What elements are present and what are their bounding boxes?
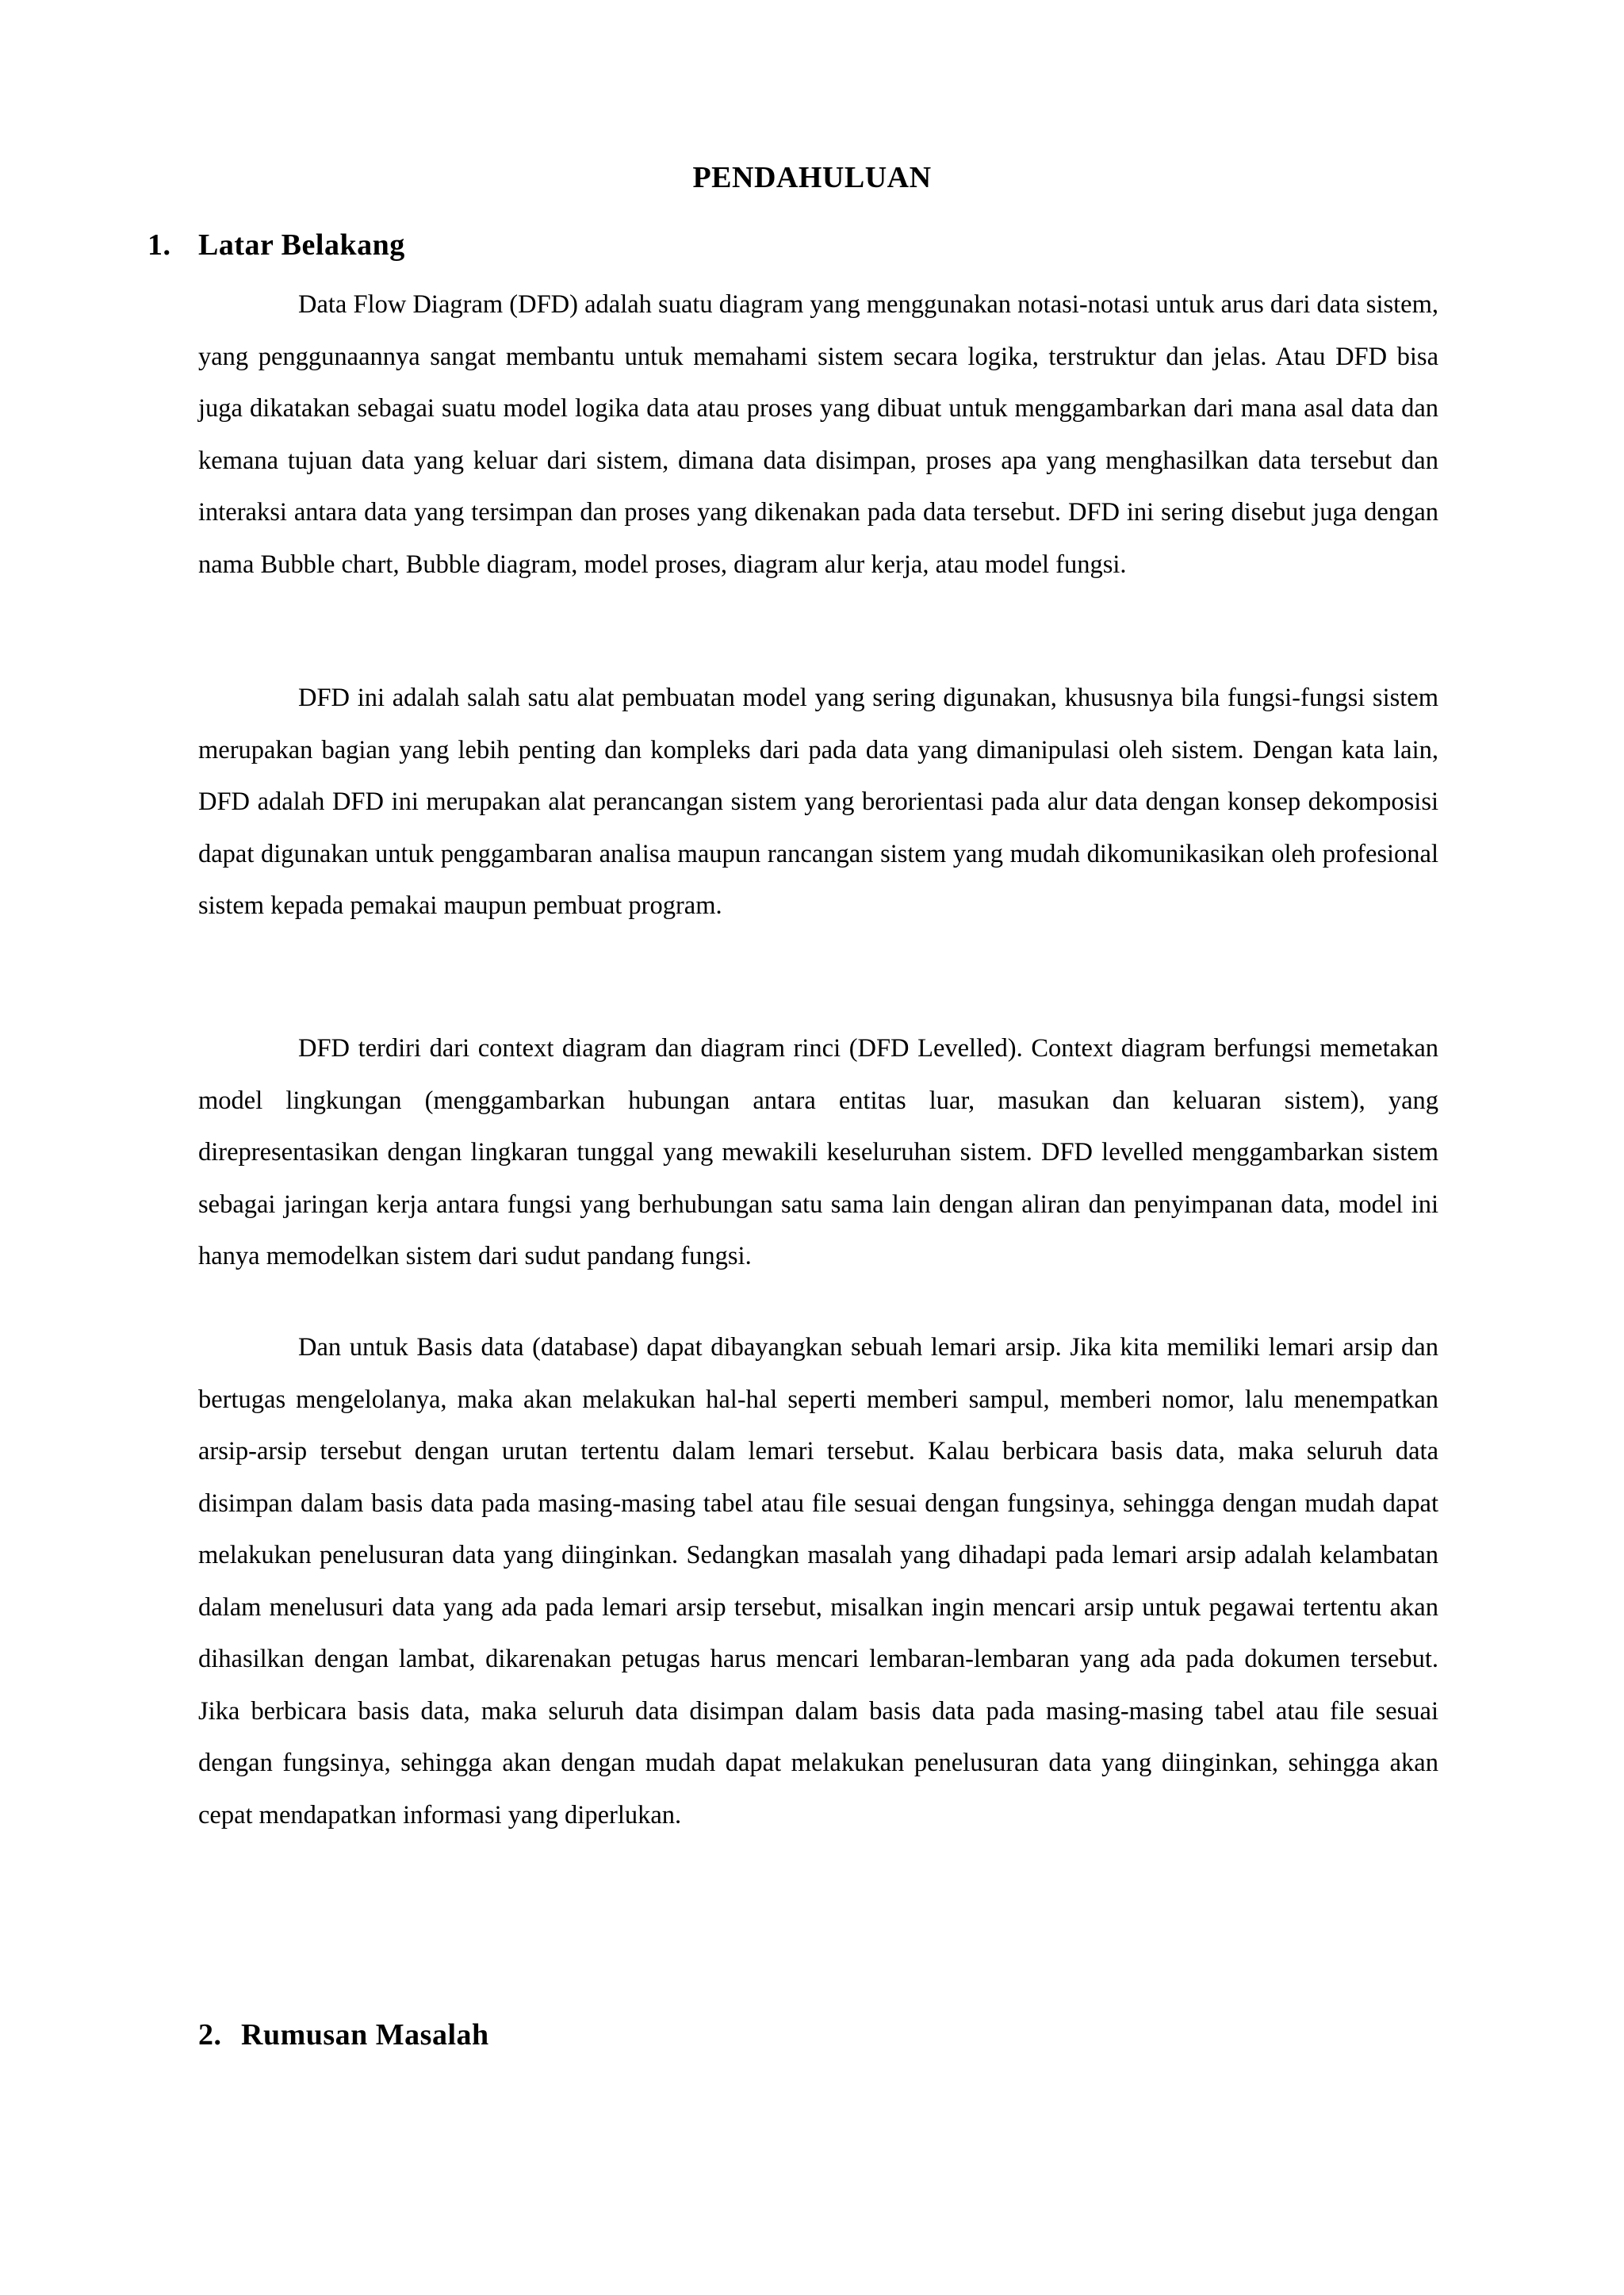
section-number: 2. <box>198 2018 222 2052</box>
section-number: 1. <box>147 228 171 262</box>
paragraph-block <box>198 672 1438 933</box>
section-title: Rumusan Masalah <box>241 2018 489 2052</box>
paragraph-block <box>198 279 1438 591</box>
section-heading-rumusan-masalah <box>198 2013 489 2057</box>
paragraph-block <box>198 1023 1438 1283</box>
paragraph-database-archive: Dan untuk Basis data (database) dapat dibayangkan sebuah lemari arsip. Jika kita memiliki lemari arsip dan bertugas mengelolanya, maka akan melakukan hal-hal seperti memberi sampul, memberi nomor, lalu menempatkan arsip-arsip tersebut dengan urutan tertentu dalam lemari tersebut. Kalau berbicara basis data, maka seluruh data disimpan dalam basis data pada masing-masing tabel atau file sesuai dengan fungsinya, sehingga dengan mudah dapat melakukan penelusuran data yang diinginkan. Sedangkan masalah yang dihadapi pada lemari arsip adalah kelambatan dalam menelusuri data yang ada pada lemari arsip tersebut, misalkan ingin mencari arsip untuk pegawai tertentu akan dihasilkan dengan lambat, dikarenakan petugas harus mencari lembaran-lembaran yang ada pada dokumen tersebut. Jika berbicara basis data, maka seluruh data disimpan dalam basis data pada masing-masing tabel atau file sesuai dengan fungsinya, sehingga akan dengan mudah dapat melakukan penelusuran data yang diinginkan, sehingga akan cepat mendapatkan informasi yang diperlukan. <box>198 1333 1438 1829</box>
paragraph-block <box>198 1322 1438 1841</box>
page-title: PENDAHULUAN <box>692 161 932 194</box>
paragraph-dfd-definition: Data Flow Diagram (DFD) adalah suatu diagram yang menggunakan notasi-notasi untuk arus dari data sistem, yang penggunaannya sangat membantu untuk memahami sistem secara logika, terstruktur dan jelas. Atau DFD bisa juga dikatakan sebagai suatu model logika data atau proses yang dibuat untuk menggambarkan dari mana asal data dan kemana tujuan data yang keluar dari sistem, dimana data disimpan, proses apa yang menghasilkan data tersebut dan interaksi antara data yang tersimpan dan proses yang dikenakan pada data tersebut. DFD ini sering disebut juga dengan nama Bubble chart, Bubble diagram, model proses, diagram alur kerja, atau model fungsi. <box>198 290 1438 579</box>
paragraph-dfd-modeling-tool: DFD ini adalah salah satu alat pembuatan model yang sering digunakan, khususnya bila fungsi-fungsi sistem merupakan bagian yang lebih penting dan kompleks dari pada data yang dimanipulasi oleh sistem. Dengan kata lain, DFD adalah DFD ini merupakan alat perancangan sistem yang berorientasi pada alur data dengan konsep dekomposisi dapat digunakan untuk penggambaran analisa maupun rancangan sistem yang mudah dikomunikasikan oleh profesional sistem kepada pemakai maupun pembuat program. <box>198 684 1438 920</box>
section-title: Latar Belakang <box>198 228 405 262</box>
paragraph-dfd-context-levelled: DFD terdiri dari context diagram dan diagram rinci (DFD Levelled). Context diagram berfungsi memetakan model lingkungan (menggambarkan hubungan antara entitas luar, masukan dan keluaran sistem), yang direpresentasikan dengan lingkaran tunggal yang mewakili keseluruhan sistem. DFD levelled menggambarkan sistem sebagai jaringan kerja antara fungsi yang berhubungan satu sama lain dengan aliran dan penyimpanan data, model ini hanya memodelkan sistem dari sudut pandang fungsi. <box>198 1034 1438 1270</box>
section-heading-latar-belakang <box>147 223 405 267</box>
